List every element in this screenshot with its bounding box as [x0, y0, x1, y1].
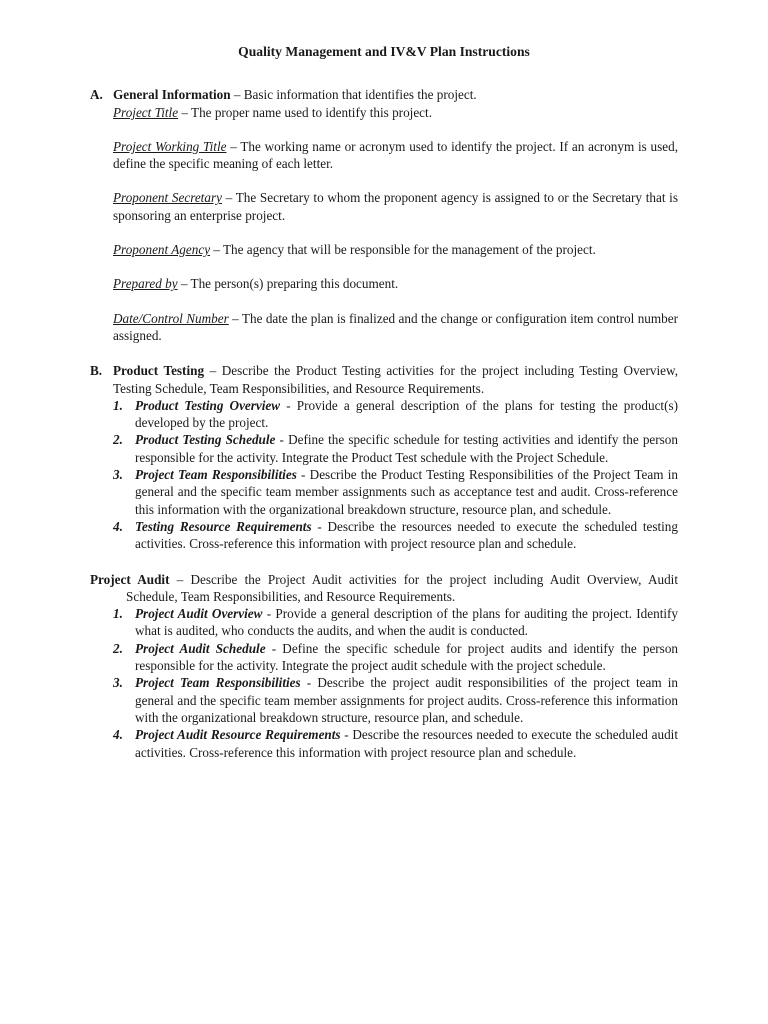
item-number: 3.	[113, 675, 123, 691]
section-description: – Basic information that identifies the project.	[230, 87, 477, 103]
section-letter: B.	[90, 363, 103, 379]
list-item	[113, 431, 678, 466]
field-name: Prepared by	[113, 276, 178, 292]
field-description: – The working name or acronym used to identify the project. If an acronym is used, define the specific meaning of each letter.	[113, 138, 678, 172]
field-name: Date/Control Number	[113, 310, 229, 326]
item-description: - Describe the resources needed to execute the scheduled testing activities. Cross-reference this information with project resource plan and schedule.	[135, 518, 678, 552]
item-term: Product Testing Schedule	[135, 432, 276, 448]
section-project-audit	[90, 571, 678, 761]
section-term: Project Audit	[90, 571, 170, 587]
item-number: 3.	[113, 467, 123, 483]
item-term: Project Team Responsibilities	[135, 675, 301, 691]
field-description: – The date the plan is finalized and the change or configuration item control number assigned.	[113, 310, 678, 343]
item-description: - Provide a general description of the plans for auditing the project. Identify what is audited, who conducts the audits, and when the audit is conducted.	[135, 606, 679, 639]
field-description: – The proper name used to identify this project.	[178, 104, 432, 120]
item-description: - Describe the project audit responsibilities of the project team in general and the specific team member assignments for project audits. Cross-reference this information with the organizational breakdown structure, resource plan, and schedule.	[135, 675, 678, 725]
list-item	[113, 726, 678, 761]
item-number: 4.	[113, 518, 123, 534]
section-heading	[90, 86, 678, 103]
field-prepared-by	[90, 275, 678, 292]
field-name: Project Working Title	[113, 138, 227, 154]
item-description: - Describe the Product Testing Responsibilities of the Project Team in general and the specific team member assignments such as acceptance test and audit. Cross-reference this information with the organizational breakdown structure, resource plan, and schedule.	[135, 467, 678, 517]
field-description: – The agency that will be responsible for the management of the project.	[210, 242, 596, 258]
item-number: 2.	[113, 640, 123, 656]
item-term: Project Audit Schedule	[135, 640, 266, 656]
field-date-control-number	[90, 310, 678, 345]
item-term: Project Audit Resource Requirements	[135, 727, 341, 743]
section-term: Product Testing	[113, 363, 205, 379]
list-item	[113, 518, 678, 553]
section-description: – Describe the Project Audit activities for the project including Audit Overview, Audit Schedule, Team Responsibilities, and Resource Requirements.	[126, 571, 678, 604]
section-heading	[90, 362, 678, 397]
field-project-working-title	[90, 138, 678, 173]
section-heading	[90, 571, 678, 606]
item-description: - Define the specific schedule for testing activities and identify the person responsible for the activity. Integrate the Product Test schedule with the Project Schedule.	[135, 432, 678, 465]
item-term: Project Audit Overview	[135, 606, 263, 622]
section-term: General Information	[113, 87, 231, 103]
page-title: Quality Management and IV&V Plan Instructions	[238, 44, 530, 59]
field-name: Proponent Agency	[113, 242, 211, 258]
list-item	[113, 674, 678, 726]
item-number: 1.	[113, 397, 123, 413]
item-description: - Describe the resources needed to execute the scheduled audit activities. Cross-reference this information with project resource plan and schedule.	[135, 727, 678, 760]
section-description: – Describe the Product Testing activities for the project including Testing Overview, Testing Schedule, Team Responsibilities, and Resource Requirements.	[113, 363, 678, 396]
list-item	[113, 397, 679, 432]
list-item	[113, 466, 678, 518]
item-number: 2.	[113, 432, 123, 448]
item-description: - Provide a general description of the plans for testing the product(s) developed by the project.	[135, 397, 679, 431]
list-item	[113, 640, 679, 675]
item-term: Project Team Responsibilities	[135, 467, 297, 483]
section-general-information	[90, 86, 678, 344]
section-product-testing	[90, 362, 678, 552]
field-proponent-secretary	[90, 189, 678, 224]
item-term: Product Testing Overview	[135, 397, 281, 413]
field-name: Project Title	[113, 104, 179, 120]
numbered-list	[90, 605, 678, 761]
section-letter: A.	[90, 87, 103, 103]
field-name: Proponent Secretary	[113, 190, 222, 206]
item-number: 1.	[113, 606, 123, 622]
list-item	[113, 605, 679, 640]
field-proponent-agency	[90, 241, 678, 258]
section-heading-text	[90, 571, 678, 606]
numbered-list	[90, 397, 678, 553]
field-description: – The person(s) preparing this document.	[177, 276, 399, 292]
field-description: – The Secretary to whom the proponent agency is assigned to or the Secretary that is sponsoring an enterprise project.	[113, 190, 678, 223]
field-project-title	[90, 104, 678, 121]
item-description: - Define the specific schedule for project audits and identify the person responsible for the activity. Integrate the project audit schedule with the project schedule.	[135, 640, 679, 674]
item-term: Testing Resource Requirements	[135, 518, 312, 534]
item-number: 4.	[113, 727, 123, 743]
